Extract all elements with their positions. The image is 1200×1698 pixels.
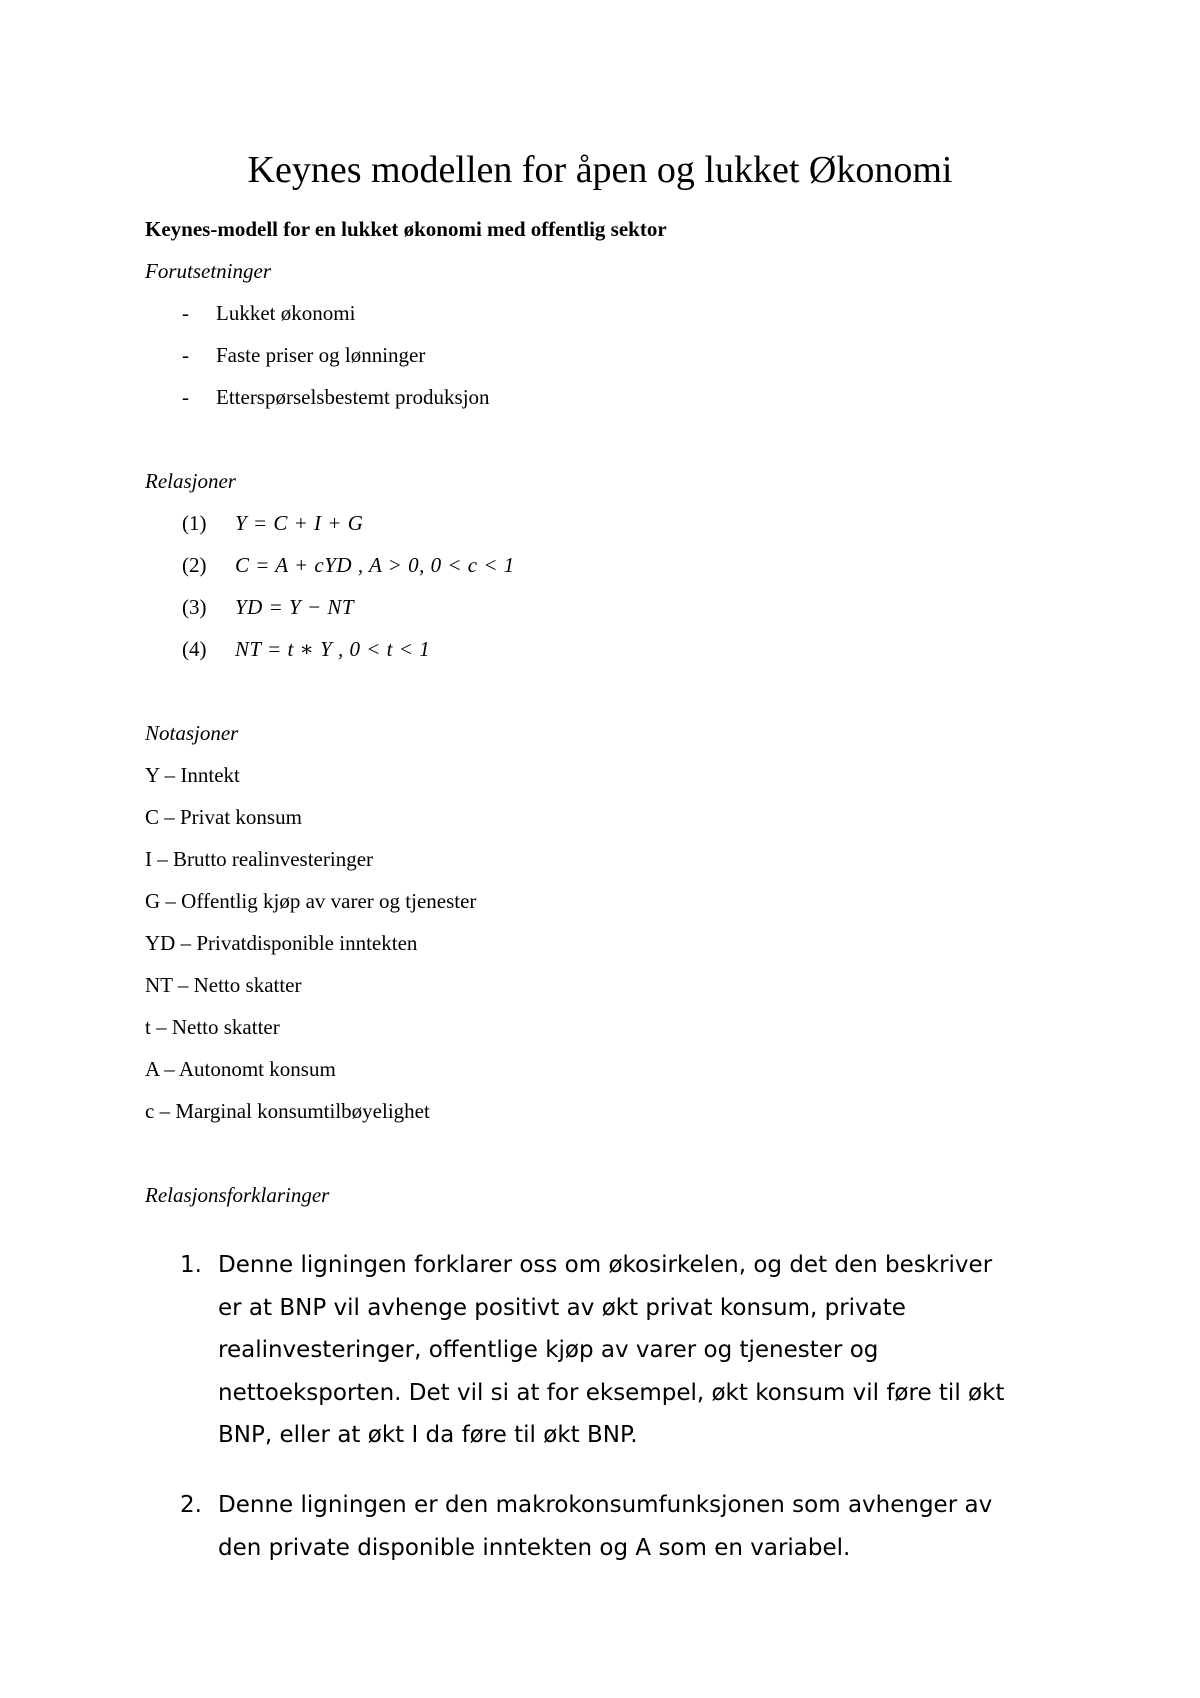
explanation-line: nettoeksporten. Det vil si at for eksempel, økt konsum vil føre til økt — [218, 1379, 1005, 1406]
explanation-line: den private disponible inntekten og A som en variabel. — [218, 1534, 851, 1561]
relations-heading: Relasjoner — [145, 469, 236, 493]
explanations-heading: Relasjonsforklaringer — [145, 1183, 330, 1207]
assumption-text: Faste priser og lønninger — [216, 343, 426, 367]
equation-number: (2) — [182, 553, 207, 577]
bullet-dash: - — [182, 385, 189, 409]
equation: NT = t ∗ Y , 0 < t < 1 — [235, 637, 431, 661]
notations-heading: Notasjoner — [145, 721, 239, 745]
explanation-line: Denne ligningen er den makrokonsumfunksjonen som avhenger av — [218, 1492, 993, 1518]
list-number: 1. — [180, 1252, 202, 1278]
equation: YD = Y − NT — [235, 595, 355, 619]
equation-number: (1) — [182, 511, 207, 535]
explanation-item — [180, 1244, 1060, 1464]
equation-number: (3) — [182, 595, 207, 619]
notation-item: C – Privat konsum — [145, 805, 302, 829]
notation-item: t – Netto skatter — [145, 1015, 280, 1039]
notation-item: G – Offentlig kjøp av varer og tjenester — [145, 889, 477, 913]
equation-number: (4) — [182, 637, 207, 661]
bullet-dash: - — [182, 301, 189, 325]
notation-item: A – Autonomt konsum — [145, 1057, 336, 1081]
assumptions-heading: Forutsetninger — [145, 259, 271, 283]
equation: Y = C + I + G — [235, 511, 364, 535]
explanation-item — [180, 1484, 1060, 1574]
notation-item: I – Brutto realinvesteringer — [145, 847, 374, 871]
explanation-text — [218, 1244, 1060, 1457]
notation-item: Y – Inntekt — [145, 763, 240, 787]
explanation-text — [218, 1484, 1060, 1569]
explanation-line: Denne ligningen forklarer oss om økosirkelen, og det den beskriver — [218, 1252, 993, 1278]
explanation-line: realinvesteringer, offentlige kjøp av varer og tjenester og — [218, 1337, 879, 1363]
page-title: Keynes modellen for åpen og lukket Økonomi — [247, 149, 953, 191]
bullet-dash: - — [182, 343, 189, 367]
list-number: 2. — [180, 1492, 202, 1518]
assumption-text: Lukket økonomi — [216, 301, 356, 325]
explanation-line: BNP, eller at økt I da føre til økt BNP. — [218, 1422, 638, 1448]
equation: C = A + cYD , A > 0, 0 < c < 1 — [235, 553, 515, 577]
notation-item: NT – Netto skatter — [145, 973, 302, 997]
notation-item: YD – Privatdisponible inntekten — [145, 931, 418, 955]
assumption-text: Etterspørselsbestemt produksjon — [216, 385, 490, 409]
section-heading: Keynes-modell for en lukket økonomi med offentlig sektor — [145, 217, 667, 241]
notation-item: c – Marginal konsumtilbøyelighet — [145, 1099, 430, 1123]
explanation-line: er at BNP vil avhenge positivt av økt privat konsum, private — [218, 1294, 906, 1321]
